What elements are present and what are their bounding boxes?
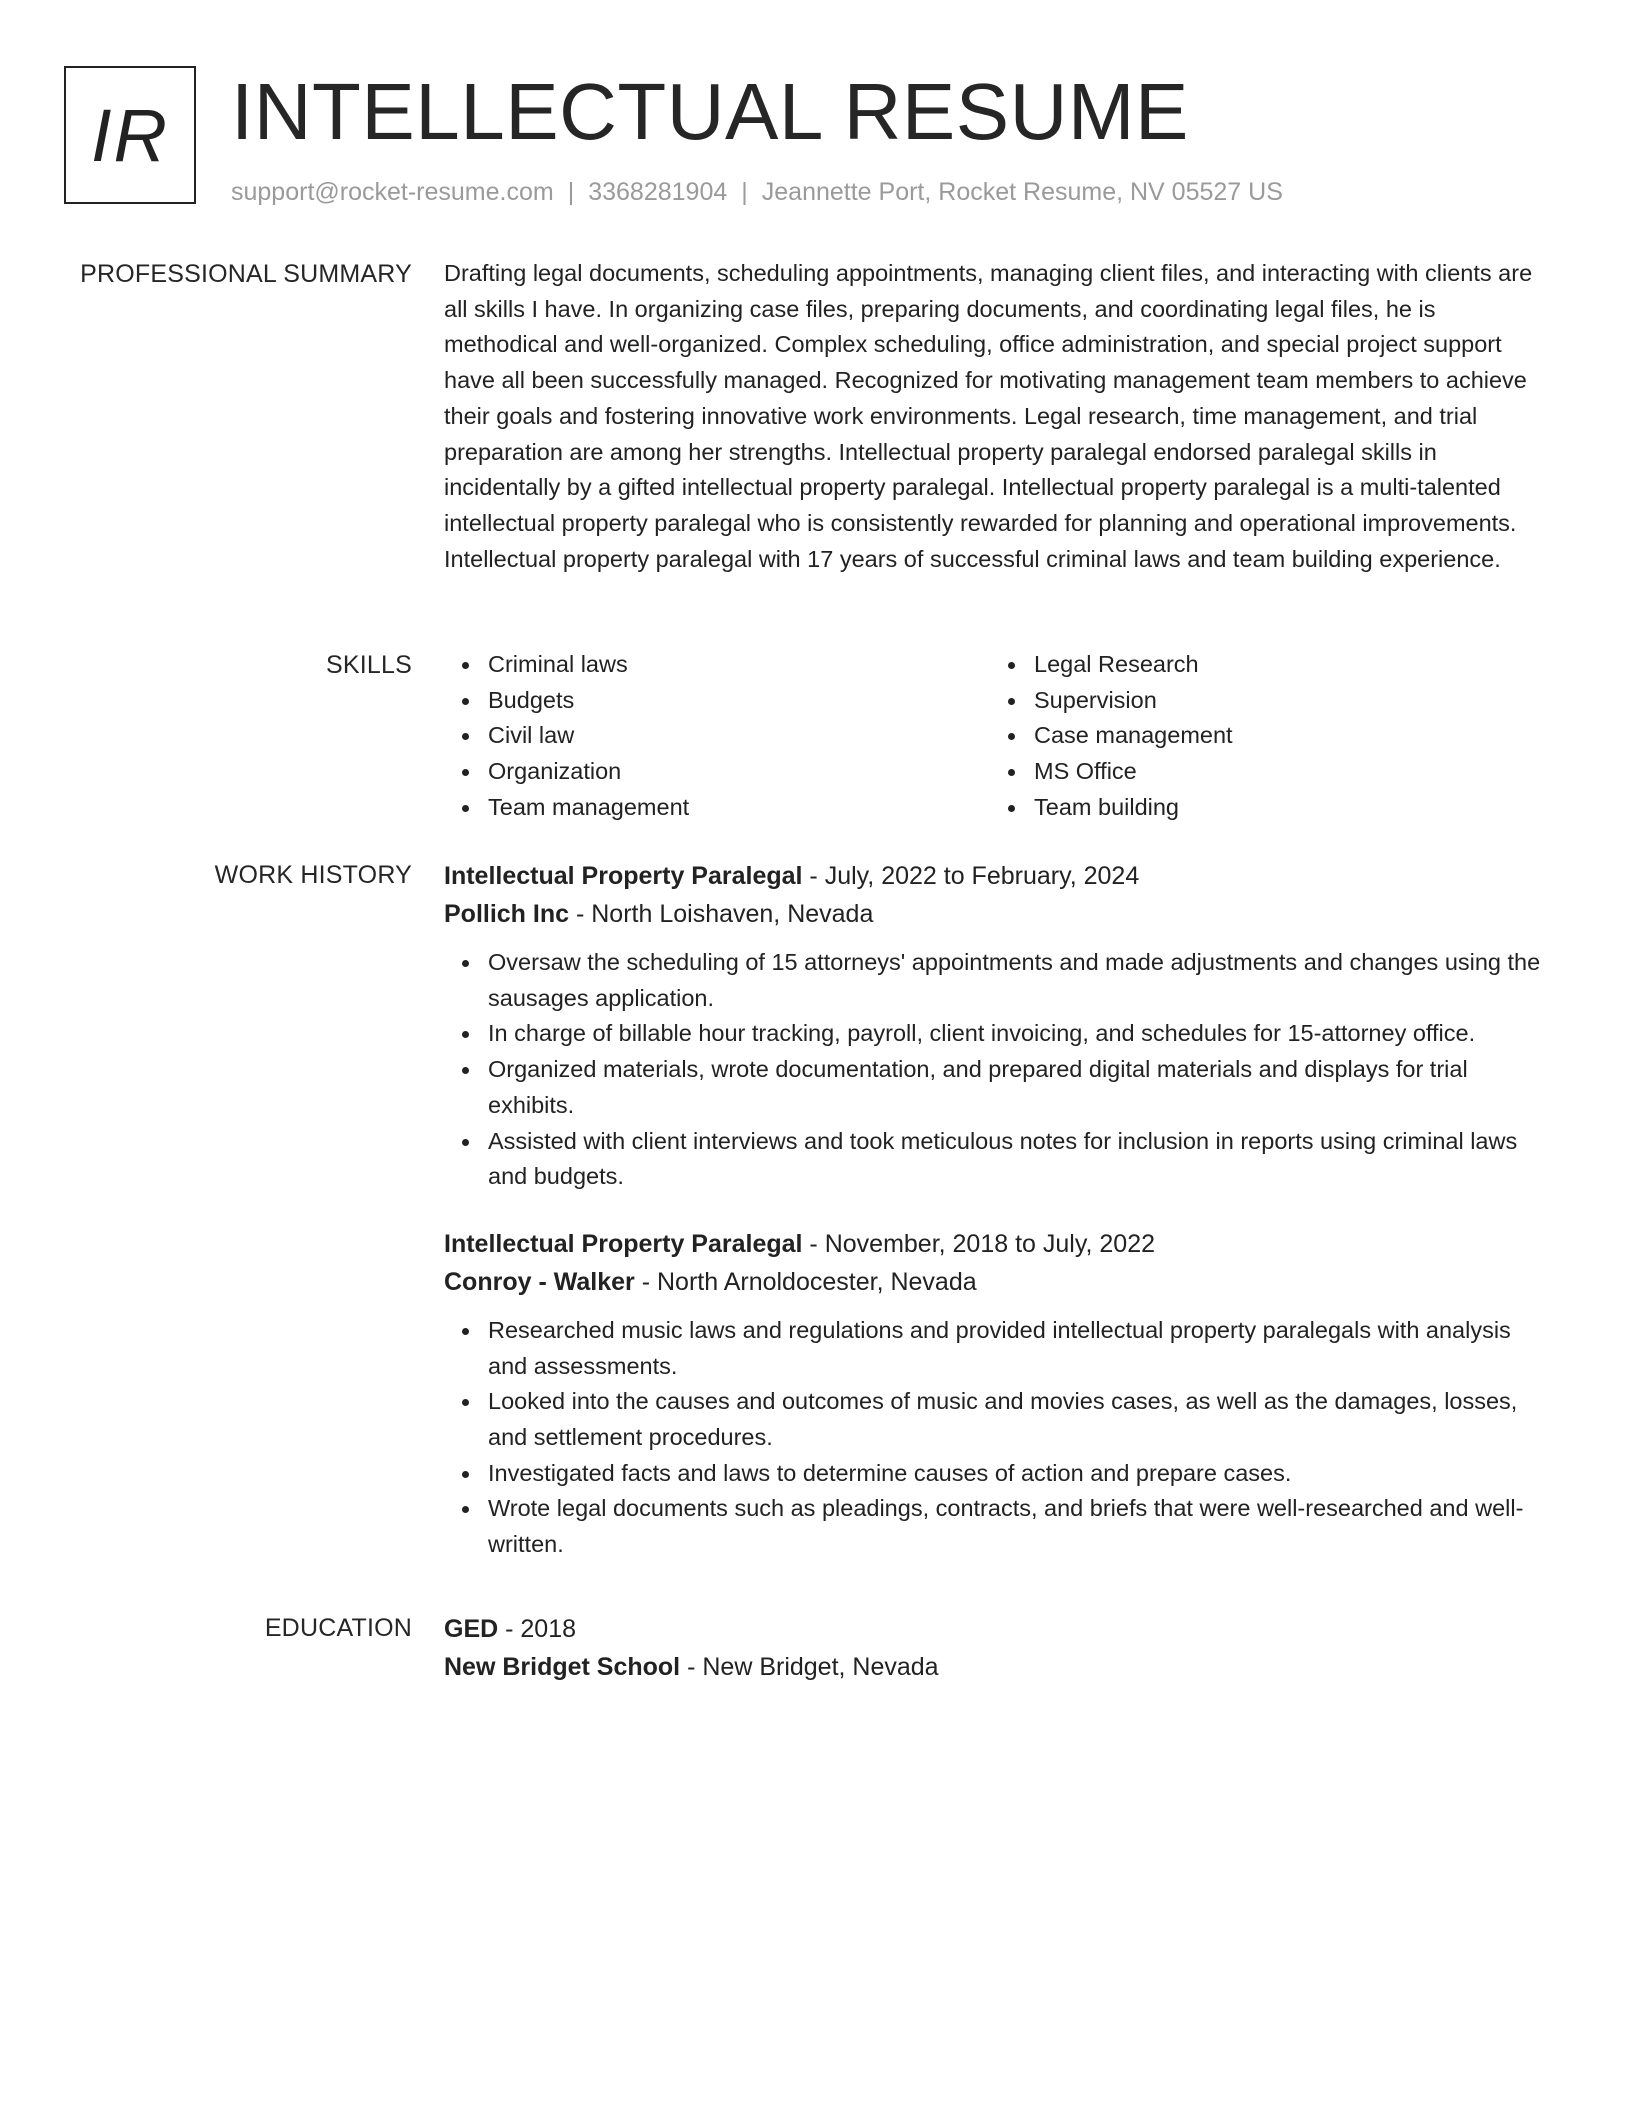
skill-item: Team building xyxy=(1034,790,1536,826)
education-degree-line xyxy=(444,1610,1552,1648)
resume-header xyxy=(64,66,1584,216)
job-company-line xyxy=(444,1263,1552,1301)
education-location: - New Bridget, Nevada xyxy=(680,1653,939,1681)
job-bullet: Investigated facts and laws to determine causes of action and prepare cases. xyxy=(488,1456,1552,1492)
skill-item: Civil law xyxy=(488,718,990,754)
job-company: Conroy - Walker xyxy=(444,1267,635,1296)
section-heading: PROFESSIONAL SUMMARY xyxy=(80,260,412,288)
section-heading: SKILLS xyxy=(326,651,412,679)
job-title: Intellectual Property Paralegal xyxy=(444,1229,803,1258)
education-degree: GED xyxy=(444,1615,499,1643)
contact-email: support@rocket-resume.com xyxy=(231,178,554,206)
job-bullet: Wrote legal documents such as pleadings, contracts, and briefs that were well-researched and well-written. xyxy=(488,1491,1552,1562)
job-location: - North Arnoldocester, Nevada xyxy=(634,1267,977,1296)
monogram-logo: IR xyxy=(64,66,196,204)
job-entry xyxy=(444,1225,1552,1563)
job-bullet: Looked into the causes and outcomes of music and movies cases, as well as the damages, losses, and settlement procedures. xyxy=(488,1384,1552,1455)
job-dates: - July, 2022 to February, 2024 xyxy=(802,862,1140,890)
skill-item: Case management xyxy=(1034,718,1536,754)
summary-text: Drafting legal documents, scheduling appointments, managing client files, and interacting with clients are all skills I have. In organizing case files, preparing documents, and coordinating legal files, he is methodical and well-organized. Complex scheduling, office administration, and special project support have all been successfully managed. Recognized for motivating management team members to achieve their goals and fostering innovative work environments. Legal research, time management, and trial preparation are among her strengths. Intellectual property paralegal endorsed paralegal skills in incidentally by a gifted intellectual property paralegal. Intellectual property paralegal is a multi-talented intellectual property paralegal who is consistently rewarded for planning and operational improvements. Intellectual property paralegal with 17 years of successful criminal laws and team building experience. xyxy=(444,260,1533,572)
skill-item: Budgets xyxy=(488,683,990,719)
education-year: - 2018 xyxy=(498,1615,577,1643)
job-bullet: Researched music laws and regulations and provided intellectual property paralegals with analysis and assessments. xyxy=(488,1313,1552,1384)
skills-column-right xyxy=(990,647,1536,826)
skill-item: MS Office xyxy=(1034,754,1536,790)
skill-item: Team management xyxy=(488,790,990,826)
contact-separator: | xyxy=(741,178,748,206)
job-company: Pollich Inc xyxy=(444,900,570,928)
job-title-line xyxy=(444,1225,1552,1263)
job-bullet: Assisted with client interviews and took meticulous notes for inclusion in reports using criminal laws and budgets. xyxy=(488,1124,1552,1195)
skill-item: Organization xyxy=(488,754,990,790)
contact-phone: 3368281904 xyxy=(588,178,728,206)
skills-column-left xyxy=(444,647,990,826)
job-company-line xyxy=(444,895,1552,933)
job-bullet: Organized materials, wrote documentation, and prepared digital materials and displays for trial exhibits. xyxy=(488,1052,1552,1123)
job-location: - North Loishaven, Nevada xyxy=(569,900,874,928)
job-bullets xyxy=(444,1313,1552,1563)
skill-item: Supervision xyxy=(1034,683,1536,719)
contact-separator: | xyxy=(567,178,575,206)
work-history-body xyxy=(444,857,1552,1563)
education-school: New Bridget School xyxy=(444,1653,681,1681)
skills-list xyxy=(444,647,1552,826)
job-dates: - November, 2018 to July, 2022 xyxy=(802,1229,1155,1258)
candidate-name: INTELLECTUAL RESUME xyxy=(231,67,1189,156)
skill-item: Criminal laws xyxy=(488,647,990,683)
job-bullet: In charge of billable hour tracking, payroll, client invoicing, and schedules for 15-attorney office. xyxy=(488,1016,1552,1052)
skill-item: Legal Research xyxy=(1034,647,1536,683)
contact-address: Jeannette Port, Rocket Resume, NV 05527 US xyxy=(761,178,1283,206)
education-school-line xyxy=(444,1648,1552,1686)
summary-body xyxy=(444,256,1552,577)
job-entry xyxy=(444,857,1552,1195)
section-heading: EDUCATION xyxy=(264,1614,412,1642)
job-title: Intellectual Property Paralegal xyxy=(444,862,803,890)
job-title-line xyxy=(444,857,1552,895)
education-body xyxy=(444,1610,1552,1686)
section-heading: WORK HISTORY xyxy=(214,861,412,889)
job-bullets xyxy=(444,945,1552,1195)
contact-line xyxy=(231,174,1283,210)
job-bullet: Oversaw the scheduling of 15 attorneys' appointments and made adjustments and changes using the sausages application. xyxy=(488,945,1552,1016)
